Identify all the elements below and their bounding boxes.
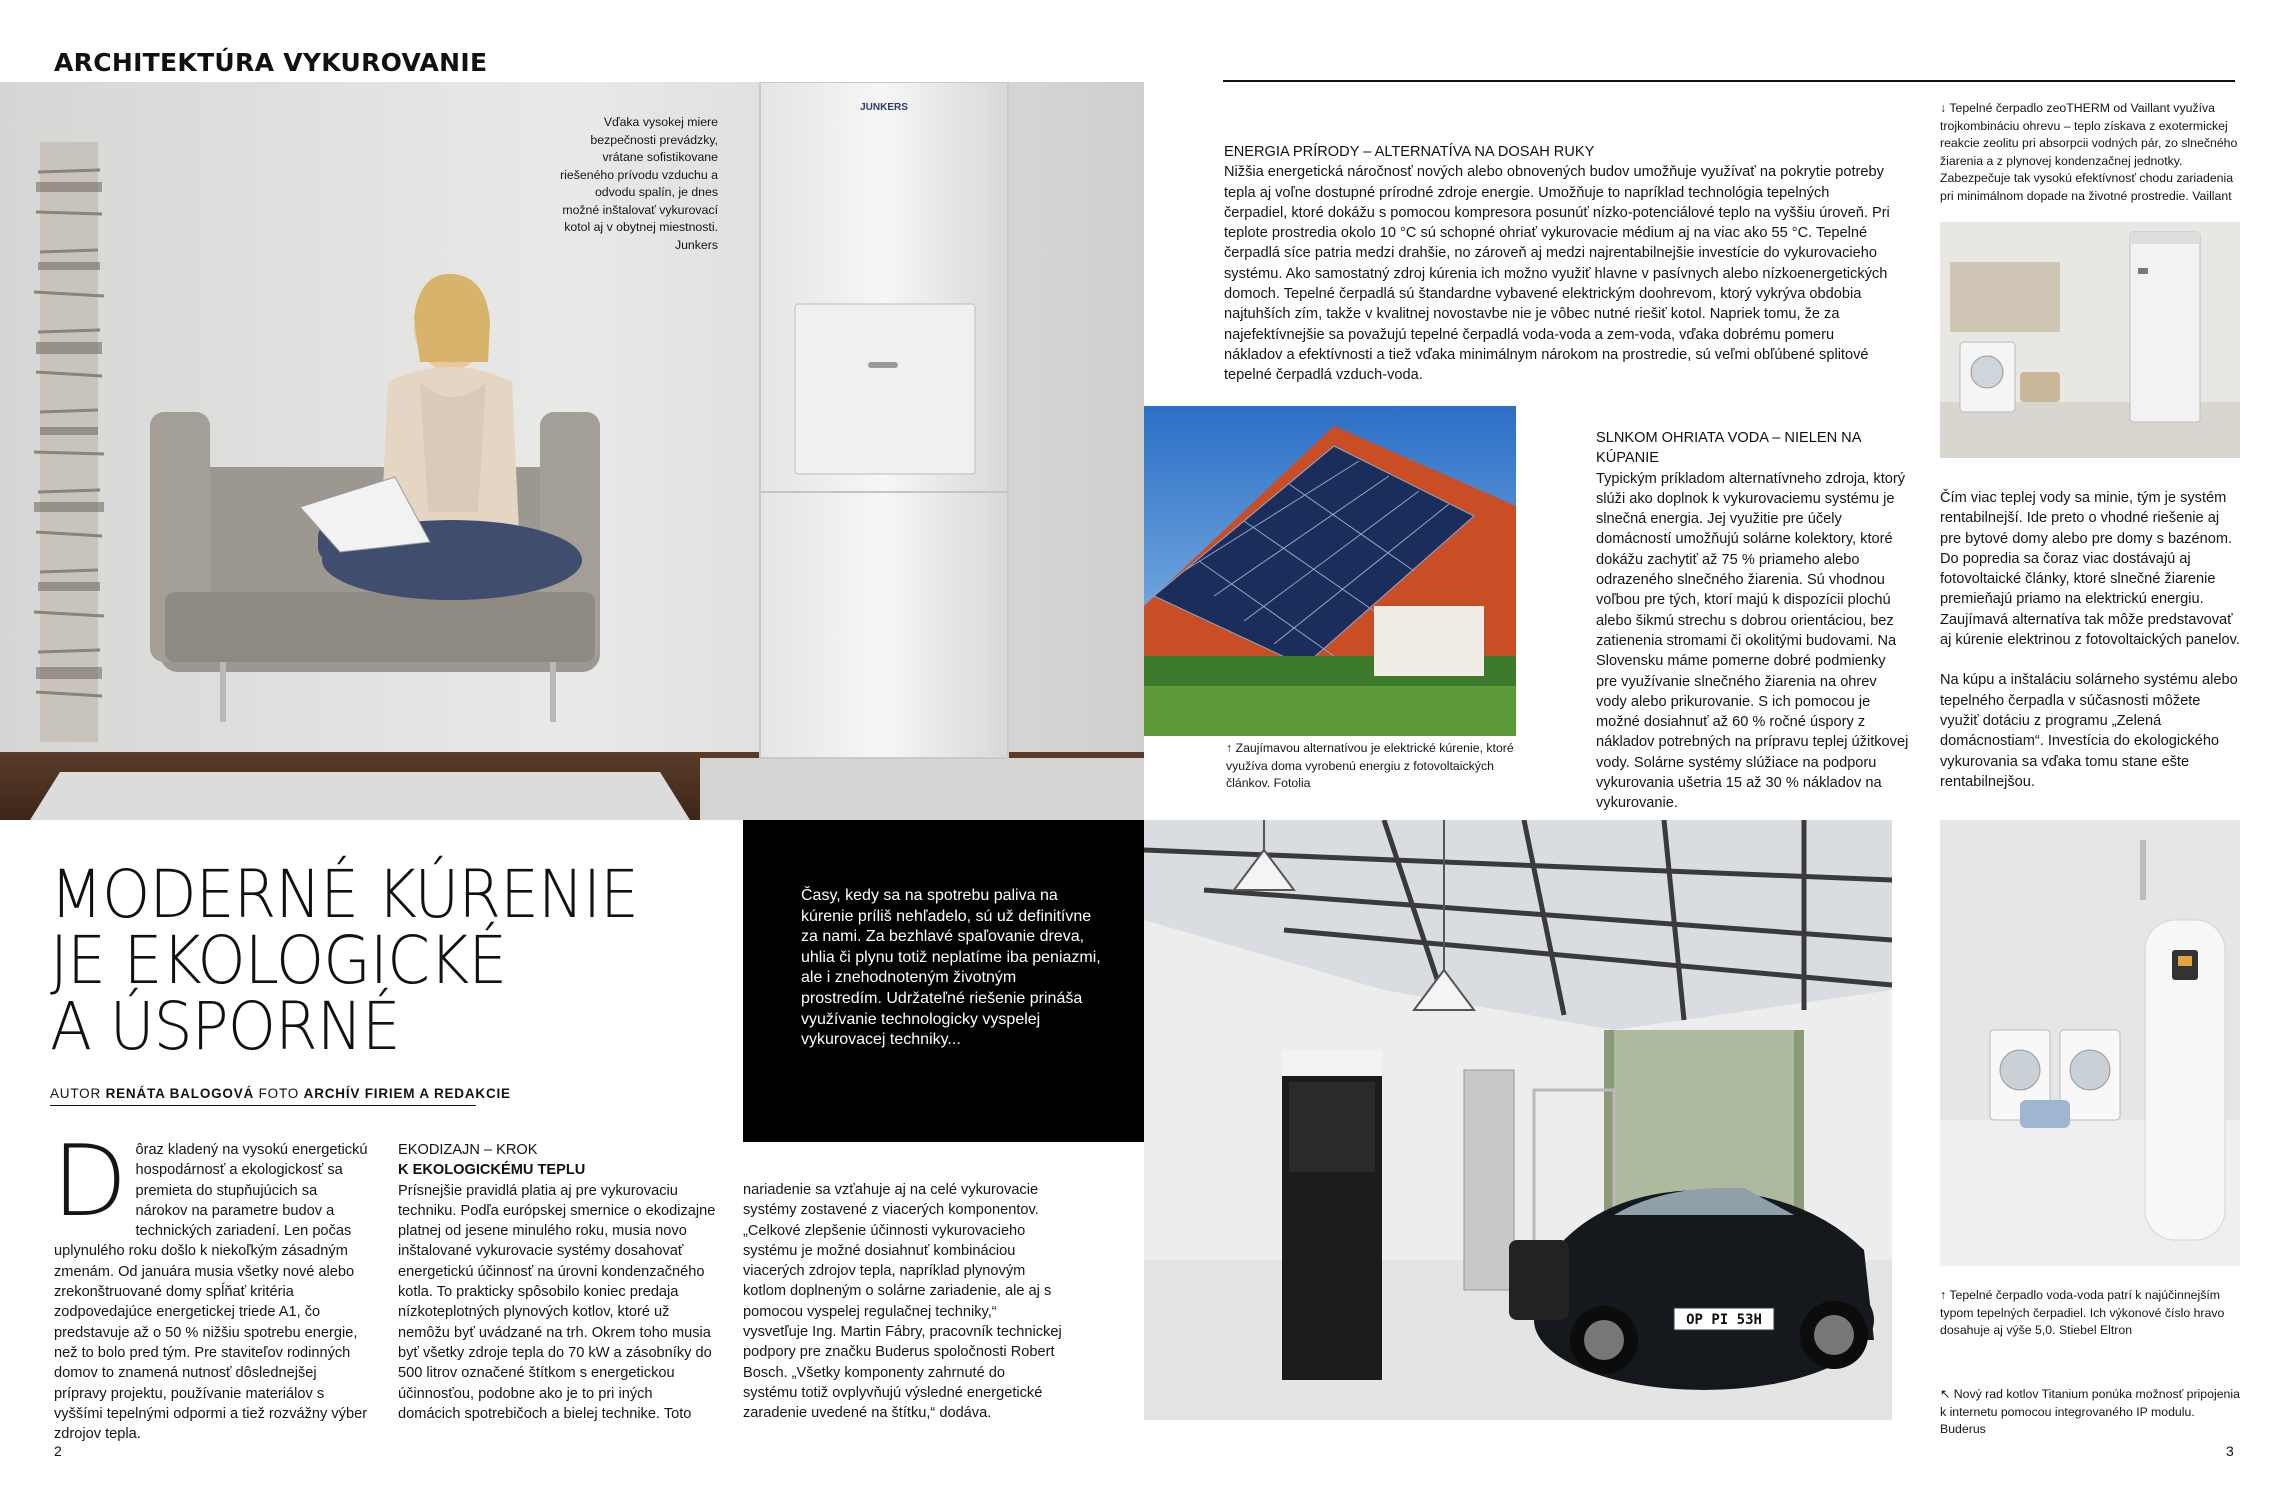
byline-photo-label: FOTO — [258, 1086, 300, 1101]
byline-photo: ARCHÍV FIRIEM A REDAKCIE — [303, 1086, 511, 1101]
page-number-right: 3 — [2226, 1443, 2234, 1459]
byline-author-label: AUTOR — [50, 1086, 102, 1101]
top-rule — [1223, 80, 2235, 82]
column-3: nariadenie sa vzťahuje aj na celé vykurovacie systémy zostavené z viacerých komponentov. „Celkové zlepšenie účinnosti vykurovacieho systému je možné dosiahnuť kombináciou viacerých zdrojov tepla, napríklad plynovým kotlom doplneným o solárne zariadenie, ale aj s pomocou vyspelej regulačnej techniky,“ vysvetľuje Ing. Martin Fábry, pracovník technickej podpory pre značku Buderus spoločnosti Robert Bosch. „Všetky komponenty zahrnuté do systému totiž ovplyvňujú výsledné energetické zaradenie uvedené na štítku,“ dodáva. — [743, 1182, 1062, 1422]
column-1-text: ôraz kladený na vysokú energetickú hospodárnosť a ekologickosť sa premieta do stupňujúcich sa nárokov na parametre budov a technických zariadení. Len počas uplynulého roku došlo k niekoľkým zásadným zmenám. Od januára musia všetky nové alebo zrekonštruované domy spĺňať kritéria zodpovedajúce energetickej triede A1, čo predstavuje až o 50 % nižšiu spotrebu energie, než to bolo pred tým. Pre staviteľov rodinných domov to znamená nutnosť dôslednejšej prípravy projektu, používanie materiálov s vyššími tepelnými odpormi a tiež rozvážny výber zdrojov tepla. — [54, 1142, 368, 1443]
byline-author: RENÁTA BALOGOVÁ — [105, 1086, 255, 1101]
lead-text: Časy, kedy sa na spotrebu paliva na kúrenie príliš nehľadelo, sú už definitívne za nami. Za bezhlavé spaľovanie dreva, uhlia či plynu totiž neplatíme iba peniazmi, ale i znehodnoteným životným prostredím. Udržateľné riešenie prináša využívanie technologicky vyspelej vykurovacej techniky... — [801, 887, 1101, 1049]
byline — [50, 1086, 511, 1101]
column-2-text: Prísnejšie pravidlá platia aj pre vykurovaciu techniku. Podľa európskej smernice o ekodizajne platnej od jesene minulého roku, musia novo inštalované vykurovacie systémy dosahovať energetickú účinnosť na úrovni kondenzačného kotla. To prakticky spôsobilo koniec predaja nízkoteplotných plynových kotlov, ktoré už nemôžu byť uvádzané na trh. Okrem toho musia byť všetky zdroje tepla do 70 kW a zásobníky do 500 litrov označené štítkom s energetickou účinnosťou, podobne ako je to pri iných domácich spotrebičoch a bielej technike. Toto — [398, 1182, 716, 1422]
title-line1: MODERNÉ KÚRENIE — [50, 856, 638, 933]
stiebel-photo — [1940, 820, 2240, 1266]
ekodizajn-heading-1: EKODIZAJN – KROK — [398, 1142, 538, 1158]
byline-rule — [50, 1105, 476, 1106]
vaillant-photo — [1940, 222, 2240, 458]
solar-caption: ↑ Zaujímavou alternatívou je elektrické kúrenie, ktoré využíva doma vyrobenú energiu z fotovoltaických článkov. Fotolia — [1226, 741, 1514, 790]
title-line3: A ÚSPORNÉ — [50, 988, 400, 1065]
hero-caption: Vďaka vysokej miere bezpečnosti prevádzky, vrátane sofistikovane riešeného prívodu vzduchu a odvodu spalín, je dnes možné inštalovať vykurovací kotol aj v obytnej miestnosti. Junkers — [560, 115, 718, 252]
boiler-logo: JUNKERS — [860, 102, 908, 113]
energia-text: Nižšia energetická náročnosť nových alebo obnovených budov umožňuje využívať na pokrytie potreby tepla aj voľne dostupné prírodné zdroje energie. Umožňuje to napríklad technológia tepelných čerpadiel, ktoré dokážu s pomocou kompresora posunúť nízko-potenciálové teplo na vyššiu úroveň. Pri teplote prostredia okolo 10 °C sú schopné ohriať vykurovacie médium aj na viac ako 55 °C. Tepelné čerpadlá síce patria medzi drahšie, no zároveň aj medzi najrentabilnejšie investície do vykurovacieho systému. Ako samostatný zdroj kúrenia ich možno využiť hlavne v pasívnych alebo nízkoenergetických domoch. Tepelné čerpadlá sú štandardne vybavené elektrickým doohrevom, ktorý vykrýva obdobia najtuhších zím, takže v kvalitnej novostavbe nie je vôbec nutné riešiť kotol. Napriek tomu, že za najefektívnejšie sa považujú tepelné čerpadlá voda-voda a zem-voda, vďaka dobrému pomeru nákladov a efektívnosti a tiež vďaka minimálnym nárokom na prostredie, sú veľmi obľúbené splitové tepelné čerpadlá vzduch-voda. — [1224, 164, 1890, 384]
garage-photo — [1144, 820, 1892, 1420]
energia-heading: ENERGIA PRÍRODY – ALTERNATÍVA NA DOSAH RUKY — [1224, 144, 1595, 160]
column-2 — [398, 1140, 718, 1424]
ekodizajn-heading-2: K EKOLOGICKÉMU TEPLU — [398, 1162, 586, 1179]
right-column — [1940, 488, 2240, 812]
page-title — [50, 856, 638, 1065]
column-1 — [52, 1125, 370, 1444]
page-number-left: 2 — [54, 1443, 62, 1459]
license-plate: OP PI 53H — [1686, 1312, 1762, 1328]
energia-section — [1224, 142, 1892, 386]
slnkom-heading: SLNKOM OHRIATA VODA – NIELEN NA KÚPANIE — [1596, 430, 1861, 467]
buderus-caption: ↖ Nový rad kotlov Titanium ponúka možnosť pripojenia k internetu pomocou integrovaného IP modulu. Buderus — [1940, 1387, 2240, 1436]
right-col-p2: Na kúpu a inštaláciu solárneho systému alebo tepelného čerpadla v súčasnosti môžete využiť dotáciu z programu „Zelená domácnostiam“. Investícia do ekologického vykurovania sa vďaka tomu stane ešte rentabilnejšou. — [1940, 672, 2238, 790]
solar-photo — [1144, 406, 1516, 736]
section-label: ARCHITEKTÚRA VYKUROVANIE — [54, 48, 488, 77]
slnkom-text: Typickým príkladom alternatívneho zdroja, ktorý slúži ako doplnok k vykurovaciemu systému je slnečná energia. Jej využitie pre účely domácností umožňujú solárne kolektory, ktoré dokážu zachytiť až 75 % priameho alebo odrazeného slnečného žiarenia. Sú vhodnou voľbou pre tých, ktorí majú k dispozícii plochú alebo šikmú strechu s dobrou orientáciou, bez zatienenia stromami či okolitými budovami. Na Slovensku máme pomerne dobré podmienky pre využívanie slnečného žiarenia na ohrev vody alebo prikurovanie. S ich pomocou je možné dosiahnuť až 60 % ročné úspory z nákladov potrebných na prípravu teplej úžitkovej vody. Solárne systémy slúžiace na podporu vykurovania ušetria 15 až 30 % nákladov na vykurovanie. — [1596, 470, 1909, 812]
stiebel-caption: ↑ Tepelné čerpadlo voda-voda patrí k najúčinnejším typom tepelných čerpadiel. Ich výkonové číslo hravo dosahuje aj výše 5,0. Stiebel Eltron — [1940, 1288, 2225, 1337]
slnkom-section — [1596, 428, 1910, 814]
right-col-p1: Čím viac teplej vody sa minie, tým je systém rentabilnejší. Ide preto o vhodné riešenie aj pre bytové domy alebo pre domy s bazénom. Do popredia sa čoraz viac dostávajú aj fotovoltaické články, ktoré slnečné žiarenie premieňajú priamo na elektrickú energiu. Zaujímavá alternatíva tak môže predstavovať aj kúrenie elektrinou z fotovoltaických panelov. — [1940, 490, 2240, 649]
dropcap: D — [52, 1125, 128, 1239]
title-line2: JE EKOLOGICKÉ — [50, 922, 507, 999]
vaillant-caption: ↓ Tepelné čerpadlo zeoTHERM od Vaillant využíva trojkombináciu ohrevu – teplo získava z exotermickej reakcie zeolitu pri absorpcii vodných pár, zo slnečného žiarenia a z plynovej kondenzačnej jednotky. Zabezpečuje tak vysokú efektívnosť chodu zariadenia pri minimálnom dopade na životné prostredie. Vaillant — [1940, 101, 2238, 203]
